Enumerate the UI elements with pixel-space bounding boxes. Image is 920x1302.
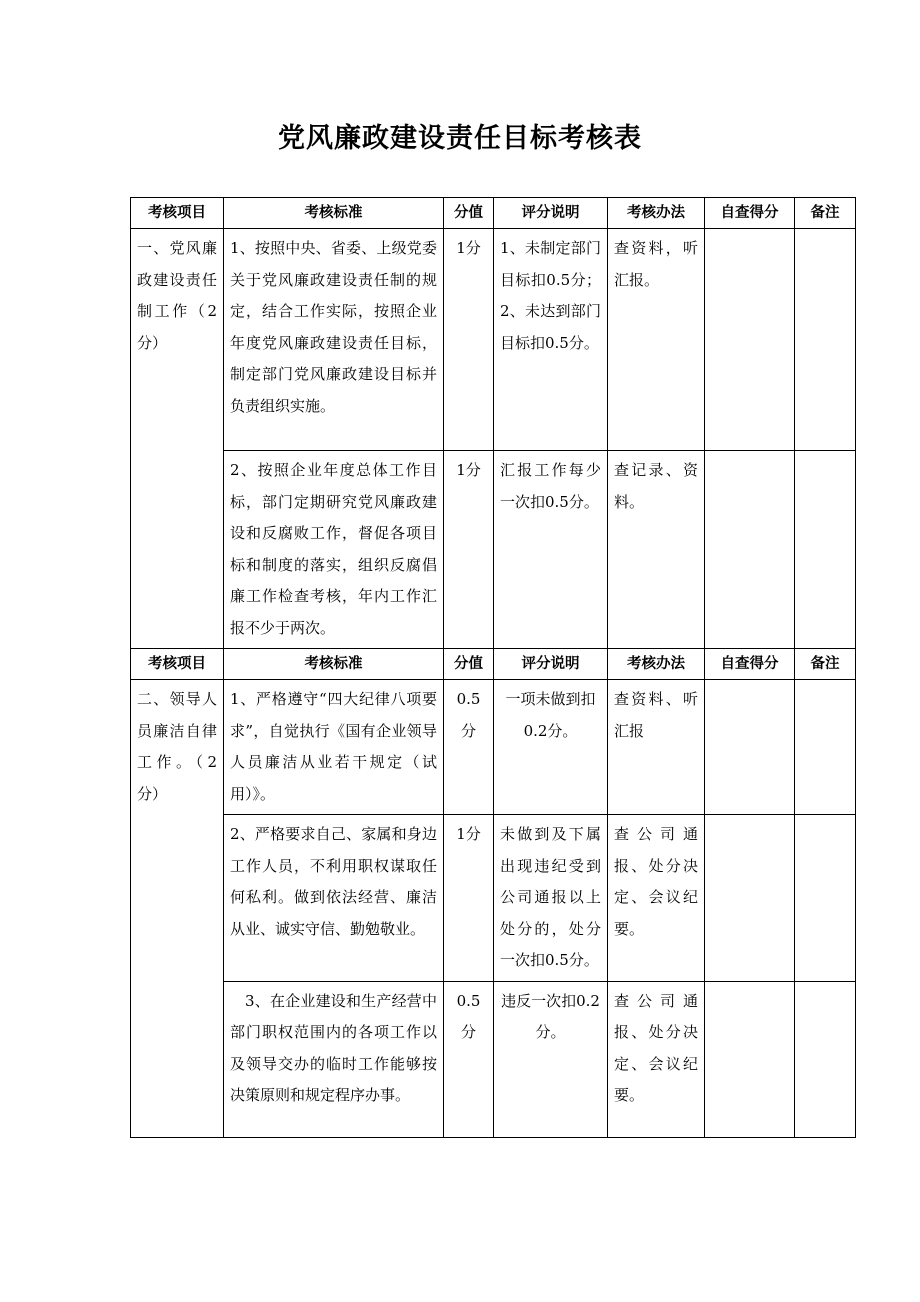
method-cell: 查公司通报、处分决定、会议纪要。 [608,815,705,982]
self-score-cell [705,680,795,815]
self-score-cell [705,981,795,1137]
header-remark: 备注 [795,649,856,680]
self-score-cell [705,229,795,451]
standard-cell: 2、按照企业年度总体工作目标，部门定期研究党风廉政建设和反腐败工作，督促各项目标和制度的落实，组织反腐倡廉工作检查考核，年内工作汇报不少于两次。 [224,451,444,649]
explanation-cell: 一项未做到扣0.2分。 [494,680,608,815]
standard-cell: 3、在企业建设和生产经营中部门职权范围内的各项工作以及领导交办的临时工作能够按决策原则和规定程序办事。 [224,981,444,1137]
header-item: 考核项目 [131,198,224,229]
header-remark: 备注 [795,198,856,229]
header-row [131,649,856,680]
header-score: 分值 [444,649,494,680]
header-row [131,198,856,229]
method-cell: 查资料，听汇报。 [608,229,705,451]
method-cell: 查公司通报、处分决定、会议纪要。 [608,981,705,1137]
assessment-table [130,197,856,1138]
score-cell: 0.5分 [444,680,494,815]
header-method: 考核办法 [608,649,705,680]
remark-cell [795,981,856,1137]
method-cell: 查记录、资料。 [608,451,705,649]
header-item: 考核项目 [131,649,224,680]
remark-cell [795,815,856,982]
self-score-cell [705,451,795,649]
explanation-cell: 违反一次扣0.2分。 [494,981,608,1137]
score-cell: 0.5分 [444,981,494,1137]
explanation-cell: 1、未制定部门目标扣0.5分；2、未达到部门目标扣0.5分。 [494,229,608,451]
standard-cell: 1、严格遵守“四大纪律八项要求”，自觉执行《国有企业领导人员廉洁从业若干规定（试用）》。 [224,680,444,815]
explanation-cell: 汇报工作每少一次扣0.5分。 [494,451,608,649]
self-score-cell [705,815,795,982]
table-row [131,680,856,815]
method-cell: 查资料、听汇报 [608,680,705,815]
header-standard: 考核标准 [224,649,444,680]
table-row [131,229,856,451]
header-explanation: 评分说明 [494,198,608,229]
table-row [131,451,856,649]
remark-cell [795,451,856,649]
standard-cell: 1、按照中央、省委、上级党委关于党风廉政建设责任制的规定，结合工作实际，按照企业年度党风廉政建设责任目标，制定部门党风廉政建设目标并负责组织实施。 [224,229,444,451]
table-row [131,815,856,982]
remark-cell [795,680,856,815]
score-cell: 1分 [444,229,494,451]
remark-cell [795,229,856,451]
header-self-score: 自查得分 [705,649,795,680]
header-explanation: 评分说明 [494,649,608,680]
explanation-cell: 未做到及下属出现违纪受到公司通报以上处分的，处分一次扣0.5分。 [494,815,608,982]
section-item: 二、领导人员廉洁自律工作。（2分） [131,680,224,1138]
score-cell: 1分 [444,451,494,649]
header-method: 考核办法 [608,198,705,229]
score-cell: 1分 [444,815,494,982]
standard-cell: 2、严格要求自己、家属和身边工作人员，不利用职权谋取任何私利。做到依法经营、廉洁从业、诚实守信、勤勉敬业。 [224,815,444,982]
document-title: 党风廉政建设责任目标考核表 [278,123,642,154]
section-item: 一、党风廉政建设责任制工作（2分） [131,229,224,649]
table-row [131,981,856,1137]
header-self-score: 自查得分 [705,198,795,229]
header-score: 分值 [444,198,494,229]
header-standard: 考核标准 [224,198,444,229]
